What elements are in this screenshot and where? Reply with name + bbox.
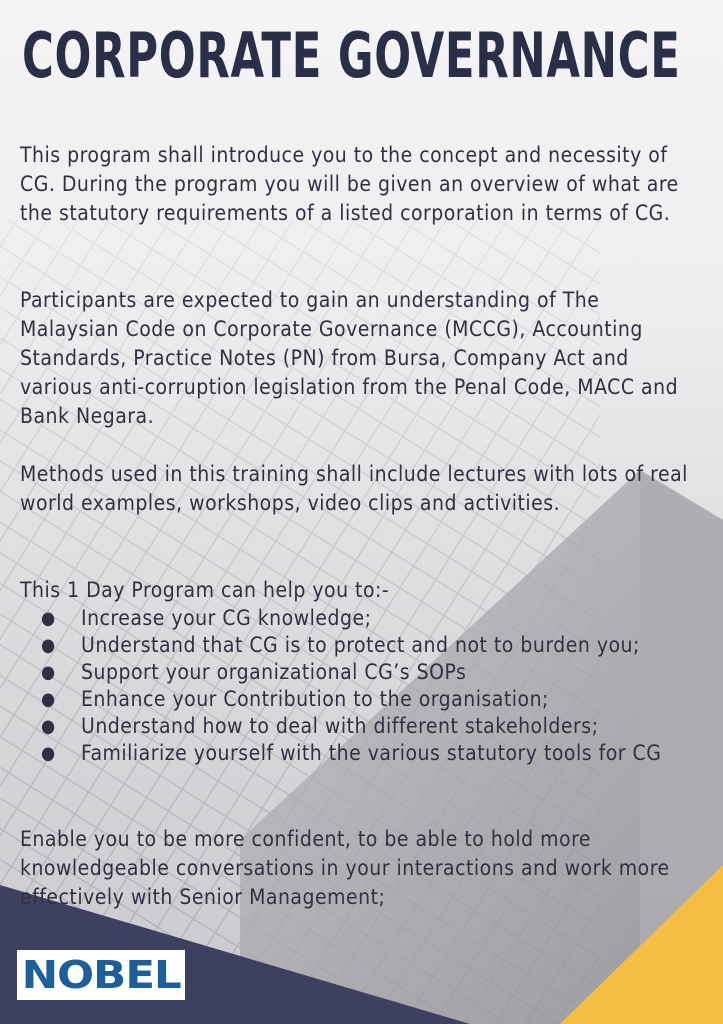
logo-wordmark: NOBEL <box>21 953 181 997</box>
closing-paragraph: Enable you to be more confident, to be able to hold more knowledgeable conversations in your interactions and work more effectively with Senior Management; <box>20 827 670 909</box>
bullet-icon: ● <box>41 689 56 710</box>
intro-paragraph: This program shall introduce you to the concept and necessity of CG. During the program you will be given an overview of what are the statutory requirements of a listed corporation in terms of CG. <box>20 143 679 225</box>
list-item: ● Increase your CG knowledge; <box>41 606 372 630</box>
list-item: ● Enhance your Contribution to the organisation; <box>41 687 549 711</box>
list-item: ● Familiarize yourself with the various statutory tools for CG <box>41 741 662 765</box>
bullet-icon: ● <box>41 743 56 764</box>
nobel-logo <box>17 950 185 1000</box>
list-item: ● Understand that CG is to protect and not to burden you; <box>41 633 640 657</box>
bullet-icon: ● <box>41 608 56 629</box>
bullet-icon: ● <box>41 635 56 656</box>
list-item: ● Understand how to deal with different stakeholders; <box>41 714 599 738</box>
page-title: CORPORATE GOVERNANCE <box>22 19 681 92</box>
methods-paragraph: Methods used in this training shall include lectures with lots of real world examples, workshops, video clips and activities. <box>20 462 688 515</box>
bullet-icon: ● <box>41 716 56 737</box>
bullet-icon: ● <box>41 662 56 683</box>
benefits-lead: This 1 Day Program can help you to:- <box>20 578 390 602</box>
benefits-list <box>20 605 700 767</box>
participants-paragraph: Participants are expected to gain an understanding of The Malaysian Code on Corporate Governance (MCCG), Accounting Standards, Practice Notes (PN) from Bursa, Company Act and various anti-corruption legislation from the Penal Code, MACC and Bank Negara. <box>20 288 679 428</box>
list-item: ● Support your organizational CG’s SOPs <box>41 660 467 684</box>
